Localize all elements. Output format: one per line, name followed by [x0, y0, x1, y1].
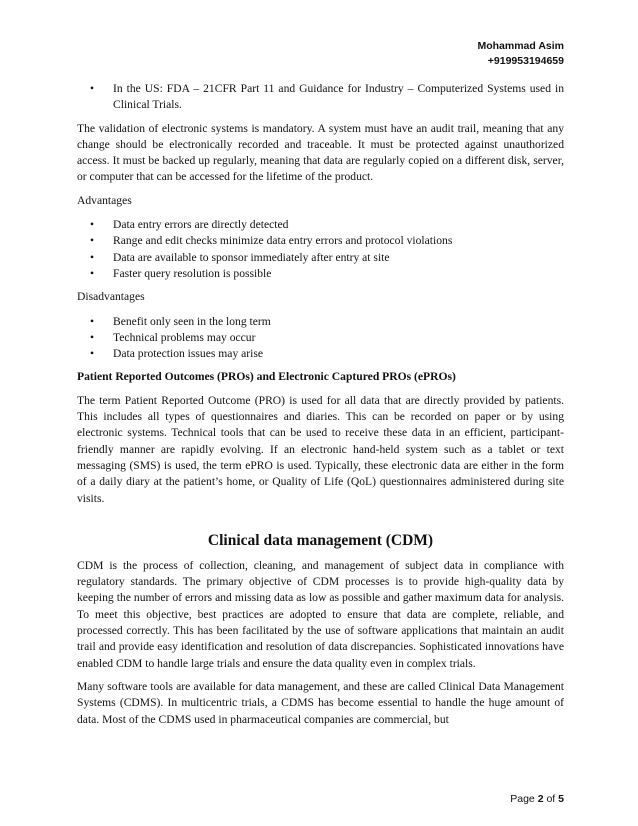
- bullet-icon: •: [90, 250, 95, 264]
- cdm-section-heading: Clinical data management (CDM): [207, 531, 434, 549]
- bullet-icon: •: [90, 330, 95, 344]
- advantages-label: Advantages: [77, 193, 132, 207]
- pro-paragraph: The term Patient Reported Outcome (PRO) is used for all data that are directly provided by patients. This includes all types of questionnaires and diaries. This can be recorded on paper or by using electronic systems. Technical tools that can be used to receive these data in an efficient, participant-friendly manner are rapidly evolving. If an electronic hand-held system such as a tablet or text messaging (SMS) is used, the term ePRO is used. Typically, these electronic data are either in the form of a daily diary at the patient’s home, or Quality of Life (QoL) questionnaires administered during site visits.: [77, 393, 564, 505]
- bullet-icon: •: [90, 82, 95, 95]
- bullet-icon: •: [90, 314, 95, 328]
- list-item: • In the US: FDA – 21CFR Part 11 and Guidance for Industry – Computerized Systems used in Clinical Trials.: [90, 82, 564, 112]
- disadvantages-label: Disadvantages: [77, 290, 145, 304]
- current-page-number: 2: [537, 793, 544, 805]
- advantages-list: [77, 217, 564, 282]
- list-item: • Data entry errors are directly detected: [77, 217, 564, 233]
- cdm-paragraph-2: Many software tools are available for data management, and these are called Clinical Data Management Systems (CDMS). In multicentric trials, a CDMS has become essential to handle the huge amount of data. Most of the CDMS used in pharmaceutical companies are commercial, but: [77, 679, 564, 726]
- bullet-icon: •: [90, 234, 95, 248]
- page-label: Page: [510, 793, 535, 805]
- page-content: [77, 81, 564, 728]
- cdm-paragraph-1: CDM is the process of collection, cleaning, and management of subject data in compliance with regulatory standards. The primary objective of CDM processes is to provide high-quality data by keeping the number of errors and missing data as low as possible and gather maximum data for analysis. To meet this objective, best practices are adopted to ensure that data are complete, reliable, and processed correctly. This has been facilitated by the use of software applications that maintain an audit trail and provide easy identification and resolution of data discrepancies. Sophisticated innovations have enabled CDM to handle large trials and ensure the data quality even in complex trials.: [77, 558, 564, 670]
- list-item: • Technical problems may occur: [77, 330, 564, 346]
- pro-section-heading: Patient Reported Outcomes (PROs) and Electronic Captured PROs (ePROs): [77, 370, 456, 384]
- page-footer: [510, 791, 564, 807]
- list-item: • Faster query resolution is possible: [77, 266, 564, 282]
- intro-list: [77, 81, 564, 114]
- list-item: • Range and edit checks minimize data entry errors and protocol violations: [77, 233, 564, 249]
- list-item: • Data are available to sponsor immediately after entry at site: [77, 250, 564, 266]
- page-header: [477, 39, 564, 69]
- bullet-icon: •: [90, 218, 95, 232]
- bullet-icon: •: [90, 347, 95, 361]
- list-item: • Benefit only seen in the long term: [77, 314, 564, 330]
- author-name: Mohammad Asim: [477, 40, 564, 52]
- bullet-icon: •: [90, 266, 95, 280]
- total-pages-number: 5: [558, 793, 564, 805]
- list-item: • Data protection issues may arise: [77, 346, 564, 362]
- author-phone: +919953194659: [487, 55, 564, 67]
- disadvantages-list: [77, 314, 564, 363]
- of-label: of: [546, 793, 556, 805]
- validation-paragraph: The validation of electronic systems is mandatory. A system must have an audit trail, meaning that any change should be electronically recorded and traceable. It must be protected against unauthorized access. It must be backed up regularly, meaning that data are regularly copied on a different disk, server, or computer that can be accessed for the lifetime of the product.: [77, 121, 564, 184]
